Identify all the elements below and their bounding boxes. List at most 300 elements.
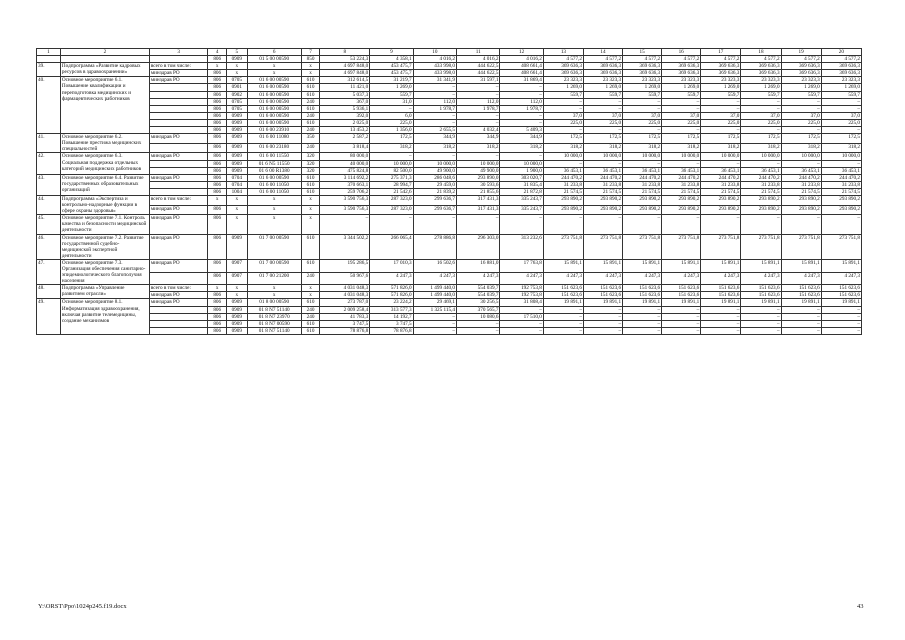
amount-cell: – (623, 313, 662, 320)
responsible-executor (149, 84, 208, 91)
amount-cell: 1 978,7 (413, 105, 456, 112)
amount-cell: – (623, 160, 662, 167)
amount-cell: 10 000,0 (413, 160, 456, 167)
budget-code-cell: 610 (301, 119, 319, 126)
amount-cell: 15 891,1 (583, 259, 622, 272)
amount-cell: 14 192,7 (370, 313, 413, 320)
amount-cell: 21 574,5 (583, 188, 622, 195)
budget-code-cell: х (301, 285, 319, 292)
amount-cell: 369 636,3 (662, 63, 701, 70)
amount-cell: 344,9 (413, 134, 456, 144)
amount-cell: 313 232,6 (500, 234, 543, 259)
page-number: 43 (857, 603, 864, 610)
budget-code-cell: х (301, 292, 319, 299)
row-number: 43. (37, 174, 61, 195)
amount-cell: 225,0 (662, 119, 701, 126)
amount-cell: 318,2 (583, 143, 622, 153)
amount-cell: – (457, 112, 500, 119)
amount-cell: 554 039,7 (457, 285, 500, 292)
budget-code-cell: 01 6 00 11050 (247, 181, 301, 188)
amount-cell: – (543, 127, 583, 134)
amount-cell: 21 574,5 (623, 188, 662, 195)
table-row (37, 195, 862, 205)
amount-cell: 23 323,3 (781, 77, 821, 84)
budget-code-cell: 01 6 00 00590 (247, 84, 301, 91)
amount-cell: – (583, 215, 622, 234)
budget-code-cell: 01 6 00 00590 (247, 105, 301, 112)
amount-cell: 172,5 (370, 134, 413, 144)
amount-cell: 4 247,3 (457, 272, 500, 285)
amount-cell: 13 453,2 (320, 127, 370, 134)
table-row (37, 259, 862, 272)
responsible-executor: всего в том числе: (149, 195, 208, 205)
budget-code-cell: 806 (208, 181, 226, 188)
amount-cell: 36 453,1 (741, 167, 781, 174)
budget-code-cell: 610 (301, 84, 319, 91)
amount-cell: 4 247,3 (370, 272, 413, 285)
amount-cell: 293 890,2 (701, 195, 741, 205)
amount-cell: 21 574,5 (781, 188, 821, 195)
amount-cell: 344,9 (500, 134, 543, 144)
responsible-executor (149, 306, 208, 313)
document-path: Y:\ORST\Ppo\1024p245.f19.docx (38, 603, 127, 610)
table-row (37, 174, 862, 181)
budget-code-cell: 610 (301, 320, 319, 327)
amount-cell: 151 623,6 (623, 285, 662, 292)
amount-cell: – (781, 105, 821, 112)
amount-cell: 31 341,9 (413, 77, 456, 84)
amount-cell: 151 623,6 (821, 285, 861, 292)
amount-cell: – (457, 215, 500, 234)
amount-cell: 273 751,8 (623, 234, 662, 259)
amount-cell: – (583, 160, 622, 167)
budget-code-cell: 01 6 N5 11550 (247, 160, 301, 167)
amount-cell: – (662, 98, 701, 105)
budget-code-cell: 01 6 00 00590 (247, 119, 301, 126)
amount-cell: 1 269,0 (583, 84, 622, 91)
amount-cell: 299 636,7 (413, 205, 456, 215)
amount-cell: – (662, 313, 701, 320)
amount-cell: – (623, 215, 662, 234)
amount-cell: 28 994,7 (370, 181, 413, 188)
amount-cell: 244 470,2 (543, 174, 583, 181)
budget-code-cell: х (226, 215, 247, 234)
amount-cell: 4 247,3 (781, 272, 821, 285)
amount-cell: – (413, 215, 456, 234)
amount-cell: 53 224,3 (320, 56, 370, 63)
amount-cell: – (701, 313, 741, 320)
budget-code-cell: 01 6 00 11080 (247, 134, 301, 144)
program-name: Основное мероприятие 6.1. Повышение квалификации и переподготовка медицинских и фармацевтических работников (60, 77, 149, 134)
budget-code-cell: 806 (208, 134, 226, 144)
budget-code-cell: 806 (208, 112, 226, 119)
amount-cell: 4 358,1 (370, 56, 413, 63)
amount-cell: 10 000,0 (623, 153, 662, 160)
amount-cell: – (543, 98, 583, 105)
budget-code-cell: 806 (208, 205, 226, 215)
budget-code-cell: 0909 (226, 306, 247, 313)
amount-cell: 317 431,3 (457, 195, 500, 205)
amount-cell: 112,0 (413, 98, 456, 105)
amount-cell: 78 876,8 (370, 327, 413, 334)
amount-cell: 225,0 (623, 119, 662, 126)
table-row (37, 205, 862, 215)
amount-cell: 408 661,4 (500, 70, 543, 77)
amount-cell: – (623, 105, 662, 112)
amount-cell: – (413, 112, 456, 119)
budget-code-cell: 806 (208, 188, 226, 195)
amount-cell: – (457, 153, 500, 160)
program-name: Основное мероприятие 7.1. Контроль качества и безопасности медицинской деятельности (60, 215, 149, 234)
responsible-executor: минздрав РО (149, 215, 208, 234)
budget-code-cell: 806 (208, 160, 226, 167)
table-row (37, 160, 862, 167)
amount-cell: 392,0 (320, 112, 370, 119)
budget-code-cell: х (226, 195, 247, 205)
program-name: Основное мероприятие 6.4. Развитие государственных образовательных организаций (60, 174, 149, 195)
budget-code-cell: 806 (208, 143, 226, 153)
amount-cell: 571 826,0 (370, 285, 413, 292)
responsible-executor (149, 188, 208, 195)
amount-cell: – (583, 105, 622, 112)
amount-cell: 433 998,0 (413, 70, 456, 77)
amount-cell: – (583, 127, 622, 134)
amount-cell: 151 623,6 (781, 285, 821, 292)
amount-cell: 273 751,8 (821, 234, 861, 259)
row-number (37, 56, 61, 63)
amount-cell: 4 247,3 (701, 272, 741, 285)
budget-code-cell: 240 (301, 313, 319, 320)
amount-cell: 225,0 (781, 119, 821, 126)
budget-code-cell: х (301, 70, 319, 77)
amount-cell: 36 453,1 (821, 167, 861, 174)
column-number: 7 (301, 49, 319, 56)
amount-cell: 369 636,3 (662, 70, 701, 77)
amount-cell: – (500, 119, 543, 126)
budget-code-cell: х (301, 205, 319, 215)
amount-cell: 49 900,0 (457, 167, 500, 174)
budget-code-cell: 01 5 00 00590 (247, 56, 301, 63)
amount-cell: – (457, 84, 500, 91)
amount-cell: 19 891,1 (662, 299, 701, 306)
amount-cell: 335 243,7 (500, 205, 543, 215)
responsible-executor (149, 167, 208, 174)
amount-cell: 172,5 (701, 134, 741, 144)
amount-cell: 5 936,1 (320, 105, 370, 112)
budget-code-cell: х (247, 70, 301, 77)
amount-cell: 15 891,1 (543, 259, 583, 272)
amount-cell: 1 269,0 (623, 84, 662, 91)
amount-cell: 244 470,2 (741, 174, 781, 181)
amount-cell: – (781, 320, 821, 327)
amount-cell: – (623, 127, 662, 134)
amount-cell: 293 890,2 (543, 205, 583, 215)
amount-cell: 3 590 756,3 (320, 205, 370, 215)
column-number: 8 (320, 49, 370, 56)
amount-cell: 15 891,1 (821, 259, 861, 272)
amount-cell: – (781, 127, 821, 134)
amount-cell: 318,2 (821, 143, 861, 153)
program-name: Основное мероприятие 6.2. Повышение престижа медицинских специальностей (60, 134, 149, 153)
amount-cell: 4 577,2 (701, 56, 741, 63)
budget-code-cell: 850 (301, 56, 319, 63)
amount-cell: – (543, 313, 583, 320)
amount-cell: 408 661,4 (500, 63, 543, 70)
amount-cell: – (413, 153, 456, 160)
amount-cell: 3 747,5 (320, 320, 370, 327)
amount-cell: 21 574,5 (662, 188, 701, 195)
responsible-executor: минздрав РО (149, 174, 208, 181)
amount-cell: 4 247,3 (662, 272, 701, 285)
amount-cell: 259 706,2 (320, 188, 370, 195)
amount-cell: 1 269,0 (741, 84, 781, 91)
column-number: 13 (543, 49, 583, 56)
amount-cell: – (821, 98, 861, 105)
budget-code-cell: 806 (208, 105, 226, 112)
amount-cell: 151 623,6 (583, 285, 622, 292)
amount-cell: 172,5 (741, 134, 781, 144)
budget-code-cell: 01 7 00 00590 (247, 234, 301, 259)
budget-code-cell: 350 (301, 134, 319, 144)
amount-cell: 4 697 848,0 (320, 70, 370, 77)
row-number: 49. (37, 299, 61, 334)
column-number: 6 (247, 49, 301, 56)
budget-code-cell: х (301, 63, 319, 70)
budget-code-cell: 01 6 00 00590 (247, 174, 301, 181)
table-row (37, 91, 862, 98)
amount-cell: 151 623,6 (781, 292, 821, 299)
table-row (37, 119, 862, 126)
table-row (37, 56, 862, 63)
amount-cell: 10 000,0 (370, 160, 413, 167)
amount-cell: 36 453,1 (623, 167, 662, 174)
amount-cell: – (662, 215, 701, 234)
budget-code-cell: 01 6 00 00590 (247, 91, 301, 98)
amount-cell: 50 967,6 (320, 272, 370, 285)
amount-cell: 4 577,2 (623, 56, 662, 63)
amount-cell: 273 787,0 (320, 299, 370, 306)
amount-cell: 151 623,6 (741, 285, 781, 292)
amount-cell: 4 577,2 (543, 56, 583, 63)
amount-cell: 273 751,8 (583, 234, 622, 259)
amount-cell: 19 891,1 (543, 299, 583, 306)
amount-cell: 19 891,1 (741, 299, 781, 306)
amount-cell: 293 890,2 (662, 205, 701, 215)
responsible-executor (149, 313, 208, 320)
column-number: 1 (37, 49, 61, 56)
amount-cell: 21 574,5 (701, 188, 741, 195)
amount-cell: 369 636,3 (741, 70, 781, 77)
column-number: 9 (370, 49, 413, 56)
amount-cell: 151 623,6 (701, 285, 741, 292)
amount-cell: 151 623,6 (821, 292, 861, 299)
amount-cell: 275 371,3 (370, 174, 413, 181)
budget-code-cell: 806 (208, 272, 226, 285)
program-name: Подпрограмма «Экспертиза и контрольно-надзорные функции в сфере охраны здоровья» (60, 195, 149, 214)
amount-cell: 273 751,8 (543, 234, 583, 259)
amount-cell: 31 808,4 (500, 299, 543, 306)
amount-cell: – (413, 313, 456, 320)
amount-cell: 23 224,2 (370, 299, 413, 306)
amount-cell: 370 565,7 (457, 306, 500, 313)
amount-cell: 318,2 (543, 143, 583, 153)
amount-cell: 36 453,1 (583, 167, 622, 174)
amount-cell: 151 623,6 (543, 292, 583, 299)
amount-cell: 6,0 (370, 112, 413, 119)
amount-cell: – (457, 91, 500, 98)
budget-code-cell: 0902 (226, 91, 247, 98)
amount-cell: 21 574,5 (741, 188, 781, 195)
amount-cell: 4 577,2 (662, 56, 701, 63)
budget-code-cell: 01 8 N7 00590 (247, 320, 301, 327)
amount-cell: – (583, 327, 622, 334)
amount-cell: – (821, 306, 861, 313)
budget-code-cell: 240 (301, 98, 319, 105)
amount-cell: 1 978,7 (457, 105, 500, 112)
program-name: Подпрограмма «Развитие кадровых ресурсов в здравоохранении» (60, 63, 149, 77)
amount-cell: 244 470,2 (781, 174, 821, 181)
amount-cell: 369 636,3 (781, 70, 821, 77)
amount-cell: 10 080,6 (457, 313, 500, 320)
amount-cell: 369 636,3 (623, 63, 662, 70)
amount-cell: 293 890,2 (583, 205, 622, 215)
budget-code-cell: 0907 (226, 272, 247, 285)
budget-code-cell: 610 (301, 174, 319, 181)
amount-cell: 559,7 (662, 91, 701, 98)
amount-cell: 313 577,3 (370, 306, 413, 313)
budget-code-cell: 0704 (226, 181, 247, 188)
amount-cell: 21 574,5 (543, 188, 583, 195)
amount-cell: 367,0 (320, 98, 370, 105)
budget-code-cell: х (247, 292, 301, 299)
budget-code-cell: 0909 (226, 127, 247, 134)
amount-cell: 30 593,6 (457, 181, 500, 188)
budget-code-cell: 0909 (226, 56, 247, 63)
amount-cell: – (662, 160, 701, 167)
budget-code-cell: 01 6 00 23910 (247, 127, 301, 134)
table-row (37, 70, 862, 77)
amount-cell: – (500, 320, 543, 327)
amount-cell: 293 890,2 (583, 195, 622, 205)
amount-cell: 37,0 (543, 112, 583, 119)
amount-cell: 318,2 (623, 143, 662, 153)
amount-cell: 37,0 (623, 112, 662, 119)
amount-cell: 369 636,3 (583, 63, 622, 70)
amount-cell: 2 587,2 (320, 134, 370, 144)
amount-cell: – (821, 105, 861, 112)
amount-cell: 299 636,7 (413, 195, 456, 205)
amount-cell: – (543, 306, 583, 313)
column-number: 15 (623, 49, 662, 56)
amount-cell: 10 000,0 (543, 153, 583, 160)
table-row (37, 143, 862, 153)
amount-cell: – (583, 313, 622, 320)
budget-code-cell: 610 (301, 77, 319, 84)
amount-cell: 318,2 (413, 143, 456, 153)
amount-cell: 273 751,8 (701, 234, 741, 259)
amount-cell: – (821, 160, 861, 167)
budget-code-cell: 0909 (226, 320, 247, 327)
budget-code-cell: 610 (301, 91, 319, 98)
amount-cell: – (543, 327, 583, 334)
amount-cell: – (623, 327, 662, 334)
amount-cell: 318,2 (370, 143, 413, 153)
amount-cell: 559,7 (543, 91, 583, 98)
amount-cell: 559,7 (821, 91, 861, 98)
amount-cell: 30 256,5 (457, 299, 500, 306)
amount-cell: – (741, 127, 781, 134)
amount-cell: 4 247,3 (623, 272, 662, 285)
responsible-executor: всего в том числе: (149, 285, 208, 292)
amount-cell: 369 636,3 (543, 63, 583, 70)
budget-code-cell: х (247, 63, 301, 70)
amount-cell: – (701, 127, 741, 134)
table-row (37, 299, 862, 306)
column-number: 19 (781, 49, 821, 56)
amount-cell: – (370, 215, 413, 234)
budget-code-cell: 806 (208, 119, 226, 126)
amount-cell: 23 323,3 (701, 77, 741, 84)
amount-cell: 2 025,0 (320, 119, 370, 126)
amount-cell: 4 697 848,0 (320, 63, 370, 70)
table-row (37, 134, 862, 144)
amount-cell: – (701, 215, 741, 234)
amount-cell: – (781, 327, 821, 334)
column-number: 11 (457, 49, 500, 56)
budget-code-cell: 610 (301, 188, 319, 195)
amount-cell: – (701, 320, 741, 327)
responsible-executor: минздрав РО (149, 77, 208, 84)
amount-cell: – (413, 320, 456, 327)
table-row (37, 327, 862, 334)
amount-cell: 4 016,2 (500, 56, 543, 63)
amount-cell: 293 890,2 (821, 195, 861, 205)
budget-code-cell: х (226, 292, 247, 299)
amount-cell: 225,0 (583, 119, 622, 126)
amount-cell: 23 323,3 (741, 77, 781, 84)
program-name (60, 56, 149, 63)
amount-cell: 17 010,3 (370, 259, 413, 272)
amount-cell: 11 421,0 (320, 84, 370, 91)
budget-code-cell: 0909 (226, 153, 247, 160)
amount-cell: – (413, 84, 456, 91)
amount-cell: – (543, 105, 583, 112)
responsible-executor: минздрав РО (149, 259, 208, 272)
column-number: 4 (208, 49, 226, 56)
amount-cell: – (500, 306, 543, 313)
amount-cell: 244 470,2 (821, 174, 861, 181)
budget-table-container (36, 48, 862, 335)
amount-cell: 36 453,1 (662, 167, 701, 174)
amount-cell: 4 031 048,3 (320, 292, 370, 299)
amount-cell: 5 037,3 (320, 91, 370, 98)
amount-cell: – (821, 127, 861, 134)
column-number: 18 (741, 49, 781, 56)
amount-cell: – (741, 98, 781, 105)
table-row (37, 105, 862, 112)
amount-cell: 444 622,5 (457, 70, 500, 77)
amount-cell: 4 247,3 (500, 272, 543, 285)
amount-cell: – (370, 105, 413, 112)
budget-code-cell: 01 7 00 21200 (247, 272, 301, 285)
amount-cell: 1 269,0 (543, 84, 583, 91)
amount-cell: 10 000,0 (741, 153, 781, 160)
amount-cell: 287 323,0 (370, 205, 413, 215)
column-number: 2 (60, 49, 149, 56)
budget-code-cell: 0909 (226, 313, 247, 320)
amount-cell: 318,2 (662, 143, 701, 153)
amount-cell: 293 890,2 (741, 195, 781, 205)
